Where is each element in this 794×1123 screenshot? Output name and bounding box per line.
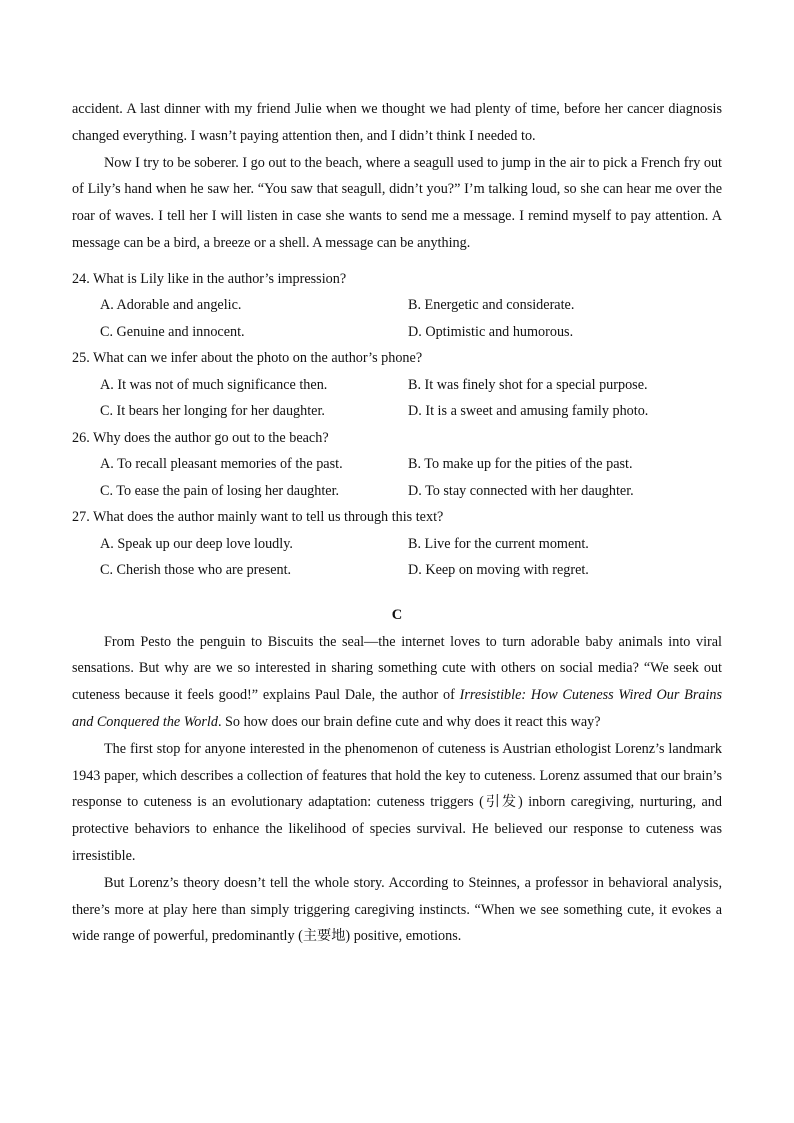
question-27	[72, 504, 722, 584]
option-b[interactable]: B. It was finely shot for a special purpose.	[408, 376, 648, 393]
option-row	[100, 531, 722, 558]
section-heading: C	[391, 606, 403, 623]
option-a[interactable]: A. Speak up our deep love loudly.	[100, 535, 293, 552]
option-a[interactable]: A. Adorable and angelic.	[100, 297, 242, 314]
passage-c-p1-text-end: . So how does our brain define cute and why does it react this way?	[217, 713, 601, 730]
passage-c-paragraph-3: But Lorenz’s theory doesn’t tell the whole story. According to Steinnes, a professor in behavioral analysis, there’s more at play here than simply triggering caregiving instincts. “When we see something cute, it evokes a wide range of powerful, predominantly (主要地) positive, emotions.	[72, 874, 722, 945]
option-d[interactable]: D. Keep on moving with regret.	[408, 562, 589, 579]
option-a[interactable]: A. It was not of much significance then.	[100, 376, 328, 393]
option-c[interactable]: C. Cherish those who are present.	[100, 562, 292, 579]
question-stem: 25. What can we infer about the photo on the author’s phone?	[72, 350, 423, 367]
option-row	[100, 478, 722, 505]
exam-page	[72, 96, 722, 950]
option-d[interactable]: D. To stay connected with her daughter.	[408, 482, 634, 499]
option-a[interactable]: A. To recall pleasant memories of the past.	[100, 456, 343, 473]
option-row	[100, 372, 722, 399]
option-b[interactable]: B. Live for the current moment.	[408, 535, 589, 552]
passage-b-paragraph-end: accident. A last dinner with my friend Julie when we thought we had plenty of time, before her cancer diagnosis changed everything. I wasn’t paying attention then, and I didn’t think I needed to.	[72, 101, 722, 144]
option-b[interactable]: B. Energetic and considerate.	[408, 297, 575, 314]
question-24	[72, 266, 722, 346]
option-row	[100, 319, 722, 346]
passage-b-paragraph-last: Now I try to be soberer. I go out to the beach, where a seagull used to jump in the air to pick a French fry out of Lily’s hand when he saw her. “You saw that seagull, didn’t you?” I’m talking loud, so she can hear me over the roar of waves. I tell her I will listen in case she wants to send me a message. I remind myself to pay attention. A message can be a bird, a breeze or a shell. A message can be anything.	[72, 154, 722, 251]
book-title: Irresistible: How Cuteness Wired Our Brains and Conquered the World	[72, 687, 723, 730]
option-c[interactable]: C. To ease the pain of losing her daughter.	[100, 482, 340, 499]
passage-c-p1-text: From Pesto the penguin to Biscuits the seal—the internet loves to turn adorable baby animals into viral sensations. But why are we so interested in sharing something cute with others on social media? “We seek out cuteness because it feels good!” explains Paul Dale, the author of	[72, 633, 722, 704]
option-d[interactable]: D. It is a sweet and amusing family photo.	[408, 403, 649, 420]
option-row	[100, 292, 722, 319]
option-row	[100, 398, 722, 425]
question-stem: 24. What is Lily like in the author’s impression?	[72, 270, 347, 287]
question-26	[72, 425, 722, 505]
question-stem: 27. What does the author mainly want to tell us through this text?	[72, 509, 444, 526]
question-25	[72, 345, 722, 425]
option-c[interactable]: C. It bears her longing for her daughter.	[100, 403, 325, 420]
passage-c-paragraph-1	[72, 629, 722, 736]
passage-c-paragraph-2: The first stop for anyone interested in the phenomenon of cuteness is Austrian ethologist Lorenz’s landmark 1943 paper, which describes a collection of features that hold the key to cuteness. Lorenz assumed that our brain’s response to cuteness is an evolutionary adaptation: cuteness triggers (引发) inborn caregiving, nurturing, and protective behaviors to enhance the likelihood of species survival. He believed our response to cuteness was irresistible.	[72, 740, 722, 864]
option-d[interactable]: D. Optimistic and humorous.	[408, 323, 574, 340]
question-list	[72, 266, 722, 584]
option-row	[100, 451, 722, 478]
option-row	[100, 557, 722, 584]
option-b[interactable]: B. To make up for the pities of the past.	[408, 456, 633, 473]
option-c[interactable]: C. Genuine and innocent.	[100, 323, 245, 340]
question-stem: 26. Why does the author go out to the beach?	[72, 429, 329, 446]
